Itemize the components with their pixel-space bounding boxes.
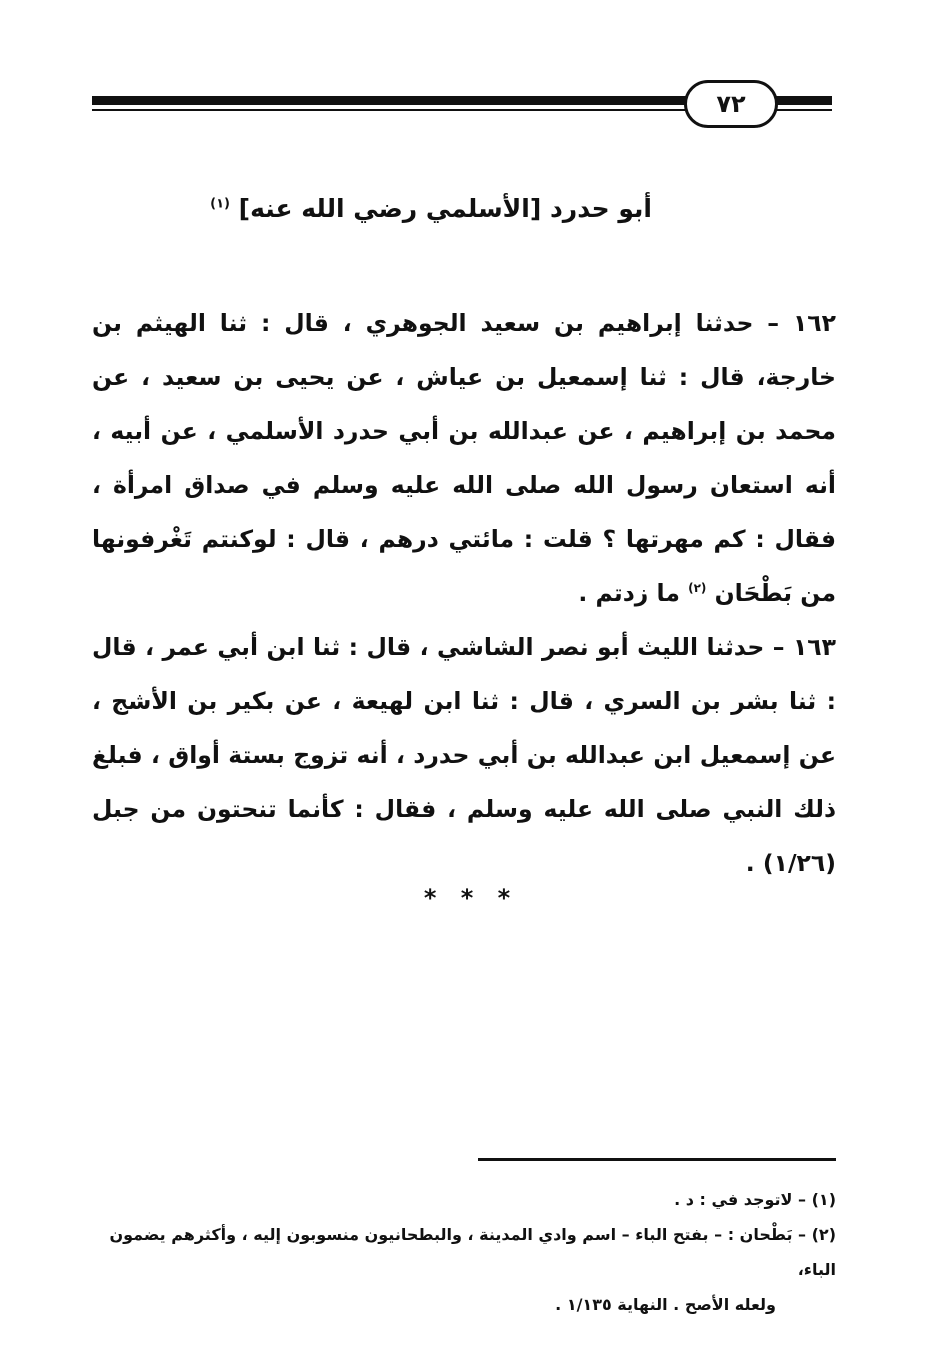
section-title-text: أبو حدرد [الأسلمي رضي الله عنه]: [238, 194, 652, 223]
footnote-2: (٢) – بَطْحان : – بفتح الباء – اسم وادي المدينة ، والبطحانيون منسوبون إليه ، وأكثرهم يضمون الباء،: [109, 1225, 836, 1279]
title-footnote-ref: (١): [210, 196, 230, 212]
paragraph-162-tail: ما زدتم .: [578, 579, 680, 607]
footnotes: [82, 1182, 836, 1322]
footnote-rule: [478, 1158, 836, 1161]
footnote-2-continuation: ولعله الأصح . النهاية ١/١٣٥ .: [555, 1295, 776, 1314]
footnote-1: (١) – لاتوجد في : د .: [674, 1190, 836, 1209]
paragraph-162: [92, 296, 836, 620]
paragraph-162-footnote-ref: (٢): [688, 581, 707, 596]
section-separator: * * *: [423, 884, 519, 912]
page-number: ٧٢: [684, 80, 778, 128]
paragraph-162-text: ١٦٢ – حدثنا إبراهيم بن سعيد الجوهري ، قال : ثنا الهيثم بن خارجة، قال : ثنا إسمعيل بن عياش ، عن يحيى بن سعيد ، عن محمد بن إبراهيم ، عن عبدالله بن أبي حدرد الأسلمي ، عن أبيه ، أنه استعان رسول الله صلى الله عليه وسلم في صداق امرأة ، فقال : كم مهرتها ؟ قلت : مائتي درهم ، قال : لوكنتم تَغْرفونها من بَطْحَان: [92, 309, 836, 607]
page-header: [92, 74, 832, 130]
paragraph-163: ١٦٣ – حدثنا الليث أبو نصر الشاشي ، قال : ثنا ابن أبي عمر ، قال : ثنا بشر بن السري ، قال : ثنا ابن لهيعة ، عن بكير بن الأشج ، عن إسمعيل ابن عبدالله بن أبي حدرد ، أنه تزوج بستة أواق ، فبلغ ذلك النبي صلى الله عليه وسلم ، فقال : كأنما تنحتون من جبل (١/٢٦) .: [92, 633, 836, 877]
main-text: [92, 296, 836, 890]
section-title: [92, 194, 652, 223]
